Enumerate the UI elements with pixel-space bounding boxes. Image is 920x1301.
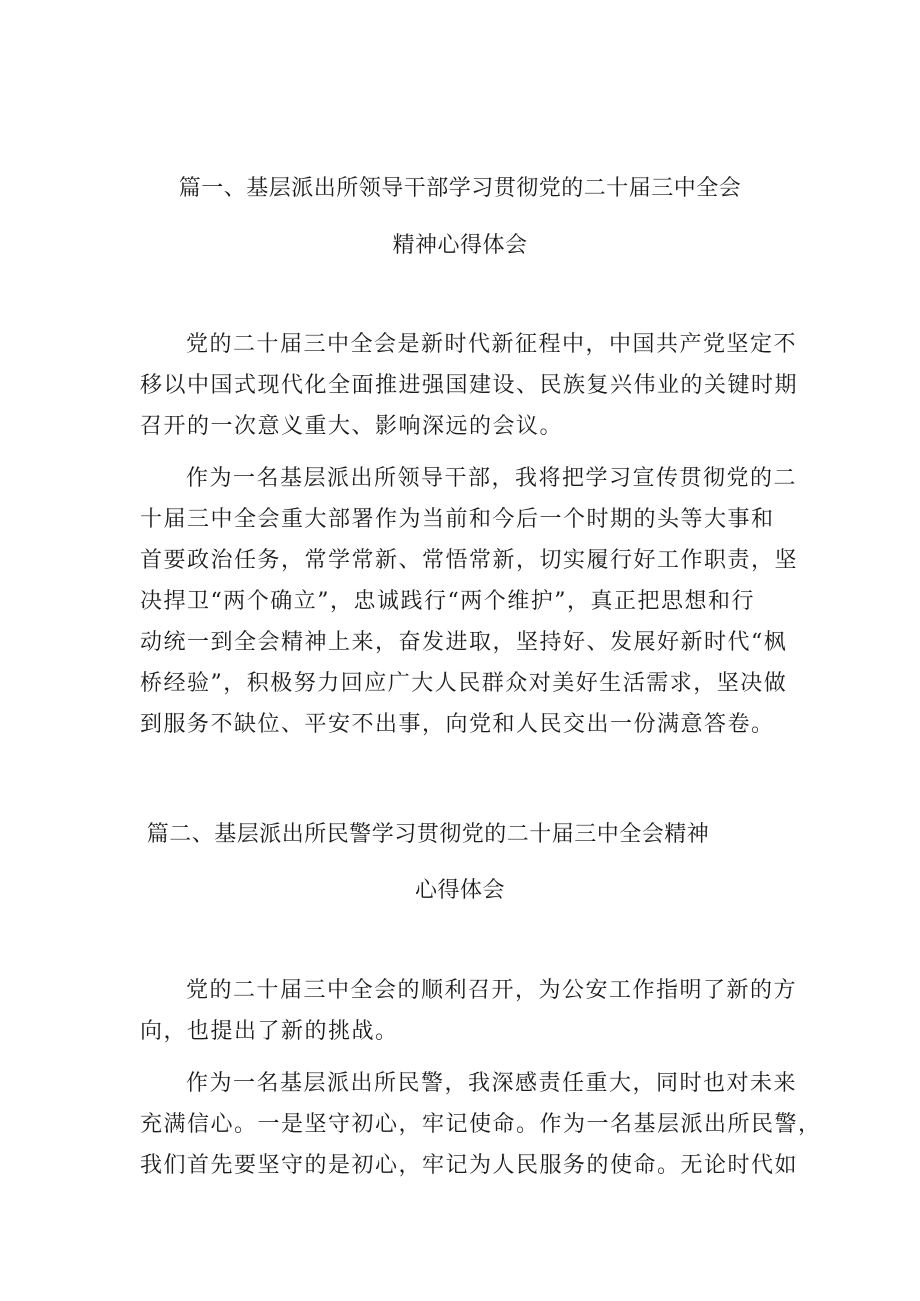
section2-title-line2: 心得体会 xyxy=(414,878,505,903)
s1-p2-line4: 决捍卫“两个确立”，忠诚践行“两个维护”，真正把思想和行 xyxy=(140,589,755,614)
section1-title-line1: 篇一、基层派出所领导干部学习贯彻党的二十届三中全会 xyxy=(178,176,742,201)
s1-p2-line6: 桥经验”，积极努力回应广大人民群众对美好生活需求，坚决做 xyxy=(140,671,788,696)
s1-p1-line3: 召开的一次意义重大、影响深远的会议。 xyxy=(140,414,564,439)
s2-p2-line2: 充满信心。一是坚守初心，牢记使命。作为一名基层派出所民警， xyxy=(140,1112,822,1137)
s1-p2-line3: 首要政治任务，常学常新、常悟常新，切实履行好工作职责，坚 xyxy=(140,548,799,573)
s2-p1-line2: 向，也提出了新的挑战。 xyxy=(140,1019,399,1044)
s1-p2-line2: 十届三中全会重大部署作为当前和今后一个时期的头等大事和 xyxy=(140,507,775,532)
s2-p2-line3: 我们首先要坚守的是初心，牢记为人民服务的使命。无论时代如 xyxy=(140,1153,799,1178)
section2-title-line1: 篇二、基层派出所民警学习贯彻党的二十届三中全会精神 xyxy=(146,822,710,847)
s1-p2-line7: 到服务不缺位、平安不出事，向党和人民交出一份满意答卷。 xyxy=(140,712,775,737)
s1-p1-line1: 党的二十届三中全会是新时代新征程中，中国共产党坚定不 xyxy=(186,332,798,357)
s1-p1-line2: 移以中国式现代化全面推进强国建设、民族复兴伟业的关键时期 xyxy=(140,373,799,398)
s2-p2-line1: 作为一名基层派出所民警，我深感责任重大，同时也对未来 xyxy=(186,1071,798,1096)
s2-p1-line1: 党的二十届三中全会的顺利召开，为公安工作指明了新的方 xyxy=(186,978,798,1003)
s1-p2-line1: 作为一名基层派出所领导干部，我将把学习宣传贯彻党的二 xyxy=(186,466,798,491)
section1-title-line2: 精神心得体会 xyxy=(392,233,528,258)
s1-p2-line5: 动统一到全会精神上来，奋发进取，坚持好、发展好新时代“枫 xyxy=(140,630,788,655)
